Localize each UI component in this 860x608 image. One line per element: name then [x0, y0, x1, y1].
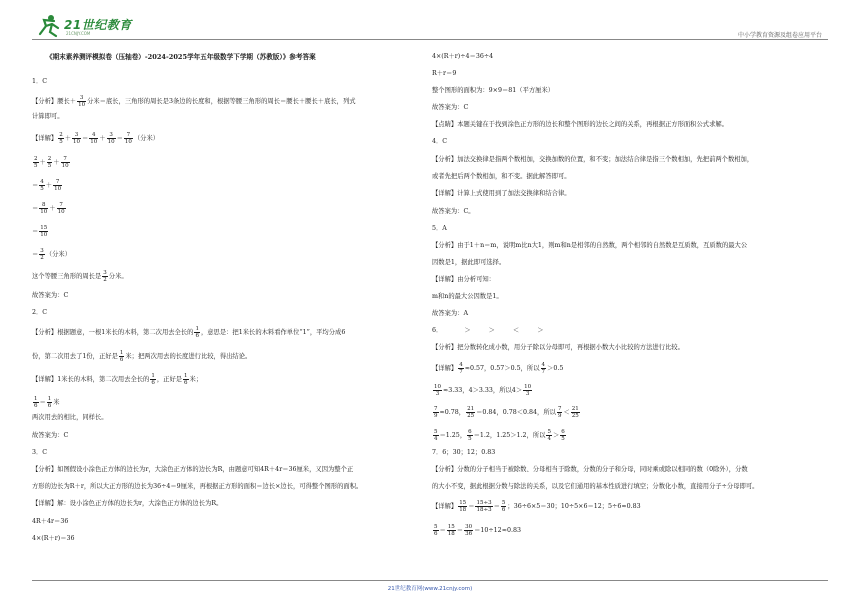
logo-subtext: 21CNJY.COM	[66, 31, 91, 36]
q7-detail-1: 【详解】 $\frac{15}{18}$ ＝ $\frac{15\div 3}{18\div 3}$ ＝ $\frac{5}{6}$ ；36÷6×5＝30；10÷5×6＝12；5÷6≈0.83	[432, 500, 641, 513]
site-logo	[34, 14, 154, 38]
q2-comparison: 两次用去的相比，同样长。	[32, 414, 108, 421]
q1-detail: 【详解】 $\frac{2}{5}$ ＋ $\frac{3}{10}$ ＝ $\frac{4}{10}$ ＋ $\frac{3}{10}$ ＝ $\frac{7}{10}$ （分米）	[32, 132, 160, 145]
logo-text: 21世纪教育	[64, 18, 132, 32]
q2-final-answer: 故答案为：C	[32, 432, 69, 439]
document-title: 《期末素养测评模拟卷（压轴卷）-2024-2025学年五年级数学下学期（苏教版）》参考答案	[46, 53, 316, 61]
q5-analysis-cont: 因数是1，据此即可选择。	[432, 259, 506, 266]
q6-detail-4: $\frac{5}{4}$ ＝1.25， $\frac{6}{5}$ ＝1.2，1.25＞1.2，所以 $\frac{5}{4}$ ＞ $\frac{6}{5}$	[434, 429, 565, 442]
q1-step-1: $\frac{2}{5}$ ＋ $\frac{2}{5}$ ＋ $\frac{7}{10}$	[34, 156, 69, 169]
q1-step-4: ＝ $\frac{15}{10}$	[32, 225, 48, 238]
q4-final-answer: 故答案为：C。	[432, 208, 475, 215]
q1-final-answer: 故答案为：C	[32, 292, 69, 299]
q3-detail: 【详解】解：设小涂色正方体的边长为r，大涂色正方体的边长为R。	[32, 500, 223, 507]
fraction: $\frac{3}{10}$	[78, 95, 86, 108]
site-name: 中小学教育资源及组卷应用平台	[737, 32, 822, 39]
q3-equation-4: R＋r＝9	[432, 70, 457, 77]
q3-note: 【点睛】本题关键在于找到涂色正方形的边长和整个图形的边长之间的关系，再根据正方形面积公式求解。	[432, 121, 728, 128]
q5-answer-number: 5．A	[432, 225, 447, 232]
q5-analysis: 【分析】由于1＋n＝m，说明m比n大1，则m和n是相邻的自然数，两个相邻的自然数是互质数，互质数的最大公	[432, 242, 748, 249]
q5-final-answer: 故答案为：A	[432, 310, 469, 317]
q2-analysis-cont: 份，第二次用去了1份，正好是 $\frac{1}{6}$ 米；把两次用去的长度进行比较，得出结论。	[32, 350, 252, 363]
q7-detail-2: $\frac{5}{6}$ ＝ $\frac{15}{18}$ ＝ $\frac{30}{36}$ ＝10÷12≈0.83	[434, 524, 521, 537]
q2-detail: 【详解】1米长的木料，第二次用去全长的 $\frac{1}{6}$ ，正好是 $\frac{1}{6}$ 米；	[32, 373, 203, 386]
q1-conclusion: 这个等腰三角形的周长是 $\frac{3}{2}$ 分米。	[32, 270, 128, 283]
header-divider	[32, 39, 828, 40]
q3-equation-1: 4R＋4r＝36	[32, 518, 69, 525]
q4-detail: 【详解】计算上式使用到了加法交换律和结合律。	[432, 190, 571, 197]
q2-analysis: 【分析】根据题意，一根1米长的木料，第二次用去全长的 $\frac{1}{6}$ ，意思是：把1米长的木料看作单位“1”，平均分成6	[32, 326, 346, 339]
q2-detail-eq: $\frac{1}{6}$ ＝ $\frac{1}{6}$ 米	[34, 396, 60, 409]
q7-analysis: 【分析】分数的分子相当于被除数、分母相当于除数，分数的分子和分母，同时乘或除以相同的数（0除外），分数	[432, 466, 748, 473]
q5-detail: 【详解】由分析可知：	[432, 276, 495, 283]
q1-step-3: ＝ $\frac{8}{10}$ ＋ $\frac{7}{10}$	[32, 202, 65, 215]
q1-answer-number: 1．C	[32, 78, 48, 85]
q2-answer-number: 2．C	[32, 309, 48, 316]
q1-analysis: 【分析】腰长＋ $\frac{3}{10}$ 分米＝底长，三角形的周长是3条边的长度和，根据等腰三角形的周长＝腰长＋腰长＋底长，列式	[32, 95, 356, 108]
fraction: $\frac{3}{10}$	[72, 132, 80, 145]
q3-analysis: 【分析】如图假设小涂色正方体的边长为r，大涂色正方体的边长为R，由题意可知4R＋4r＝36厘米，又因为整个正	[32, 466, 354, 473]
fraction: $\frac{7}{10}$	[124, 132, 132, 145]
q6-answer: 6． ＞ ＞ ＜ ＞	[432, 327, 544, 334]
runner-logo-icon	[34, 14, 64, 38]
footer-divider	[32, 580, 828, 581]
q6-detail-1: 【详解】 $\frac{4}{7}$ ≈0.57，0.57＞0.5，所以 $\frac{4}{7}$ ＞0.5	[432, 362, 564, 375]
q6-analysis: 【分析】把分数转化成小数，用分子除以分母即可，再根据小数大小比较的方法进行比较。	[432, 344, 684, 351]
q3-area: 整个图形的面积为：9×9＝81（平方厘米）	[432, 87, 555, 94]
fraction: $\frac{4}{10}$	[90, 132, 98, 145]
q7-answer-number: 7．6；30；12；0.83	[432, 449, 496, 456]
fraction: $\frac{3}{10}$	[107, 132, 115, 145]
q6-detail-3: $\frac{7}{9}$ ≈0.78， $\frac{21}{25}$ ＝0.84，0.78＜0.84，所以 $\frac{7}{9}$ ＜ $\frac{21}{25}$	[434, 406, 579, 419]
q3-analysis-cont: 方形的边长为R＋r，所以大正方形的边长为36÷4＝9厘米，再根据正方形的面积＝边长×边长，可得整个图形的面积。	[32, 483, 363, 490]
q3-equation-3: 4×(R＋r)÷4＝36÷4	[432, 53, 494, 60]
q4-analysis: 【分析】加法交换律是指两个数相加，交换加数的位置，和不变；加法结合律是指三个数相加，先把前两个数相加，	[432, 156, 754, 163]
q1-step-2: ＝ $\frac{4}{5}$ ＋ $\frac{7}{10}$	[32, 179, 62, 192]
q4-analysis-cont: 或者先把后两个数相加，和不变。据此解答即可。	[432, 173, 571, 180]
q3-equation-2: 4×(R＋r)＝36	[32, 535, 75, 542]
footer-site-link[interactable]: 21世纪教育网(www.21cnjy.com)	[387, 586, 473, 592]
q4-answer-number: 4．C	[432, 138, 448, 145]
fraction: $\frac{2}{5}$	[59, 132, 63, 145]
q5-detail-cont: m和n的最大公因数是1。	[432, 293, 503, 300]
q1-analysis-cont: 计算即可。	[32, 113, 64, 120]
q3-answer-number: 3．C	[32, 449, 48, 456]
q1-step-5: ＝ $\frac{3}{2}$ （分米）	[32, 248, 71, 261]
q3-final-answer: 故答案为：C	[432, 104, 469, 111]
q6-detail-2: $\frac{10}{3}$ ≈3.33，4＞3.33，所以4＞ $\frac{10}{3}$	[434, 384, 532, 397]
q7-analysis-cont: 的大小不变，据此根据分数与除法的关系，以及它们通用的基本性质进行填空；分数化小数，直接用分子÷分母即可。	[432, 483, 759, 490]
